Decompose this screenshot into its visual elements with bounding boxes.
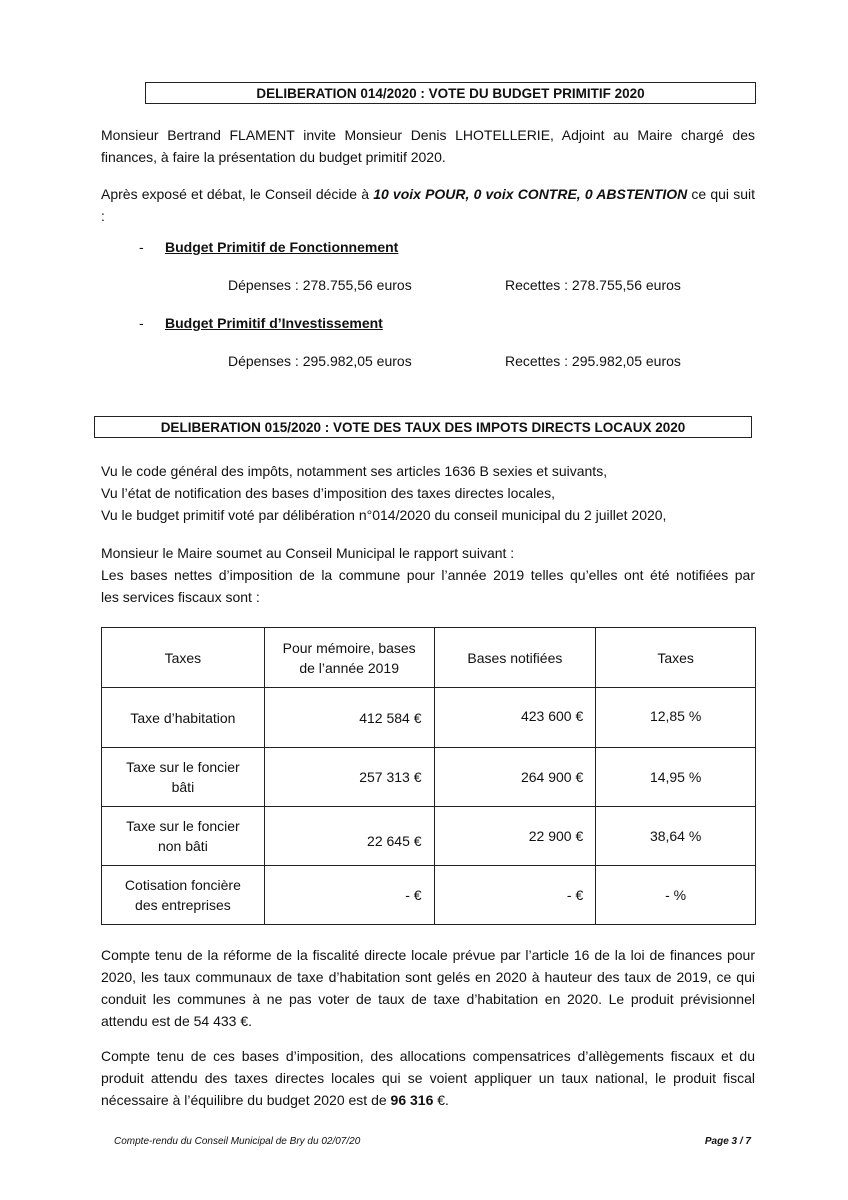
table-cell: 22 900 €: [434, 807, 596, 866]
rapport-paragraph: [101, 542, 755, 608]
table-cell: Taxe sur le foncier non bâti: [102, 807, 265, 866]
compte2-prefix: Compte tenu de ces bases d’imposition, des allocations compensatrices d’allègements fiscaux et du produit attendu des taxes directes locales qui se voient appliquer un taux national, le produit fiscal nécessaire à l’équilibre du budget 2020 est de: [101, 1048, 755, 1108]
page-number: Page 3 / 7: [704, 1136, 751, 1147]
compte2-suffix: €.: [433, 1092, 449, 1108]
table-cell: 257 313 €: [264, 748, 434, 807]
table-cell: Taxe d’habitation: [102, 688, 265, 748]
rapport-line-1: Monsieur le Maire soumet au Conseil Municipal le rapport suivant :: [101, 545, 515, 561]
footer-left: Compte-rendu du Conseil Municipal de Bry du 02/07/20: [114, 1136, 361, 1147]
compte-text-2: [101, 1045, 755, 1111]
intro-line-1: Monsieur Bertrand FLAMENT invite Monsieur Denis LHOTELLERIE, Adjoint au Maire chargé des: [101, 127, 755, 143]
table-cell: - %: [596, 866, 756, 925]
header-cell: Pour mémoire, bases de l’année 2019: [264, 628, 434, 688]
bullet-dash: -: [139, 315, 144, 331]
table-cell: 12,85 %: [596, 688, 756, 748]
investissement-heading: Budget Primitif d’Investissement: [165, 315, 383, 331]
table-cell: - €: [264, 866, 434, 925]
table-cell: 412 584 €: [264, 688, 434, 748]
vote-prefix: Après exposé et débat, le Conseil décide à: [101, 186, 374, 202]
vu-line-2: Vu l’état de notification des bases d’imposition des taxes directes locales,: [101, 485, 555, 501]
table-row: [102, 807, 756, 866]
fonctionnement-heading: Budget Primitif de Fonctionnement: [165, 239, 399, 255]
deliberation-014-title: DELIBERATION 014/2020 : VOTE DU BUDGET PRIMITIF 2020: [145, 82, 756, 104]
fonctionnement-recettes: Recettes : 278.755,56 euros: [505, 277, 681, 293]
intro-line-2: finances, à faire la présentation du budget primitif 2020.: [101, 149, 446, 165]
compte-text-1: Compte tenu de la réforme de la fiscalité directe locale prévue par l’article 16 de la loi de finances pour 2020, les taux communaux de taxe d’habitation sont gelés en 2020 à hauteur des taux de 2019, ce qui conduit les communes à ne pas voter de taux de taxe d’habitation en 2020. Le produit prévisionnel attendu est de 54 433 €.: [101, 947, 755, 1029]
table-row: [102, 748, 756, 807]
table-row: [102, 688, 756, 748]
compte-paragraph-2: [101, 1045, 755, 1111]
header-cell: Bases notifiées: [434, 628, 596, 688]
bullet-dash: -: [139, 239, 144, 255]
vu-line-3: Vu le budget primitif voté par délibération n°014/2020 du conseil municipal du 2 juillet 2020,: [101, 507, 667, 523]
vote-result: 10 voix POUR, 0 voix CONTRE, 0 ABSTENTION: [373, 186, 688, 202]
deliberation-015-title: DELIBERATION 015/2020 : VOTE DES TAUX DES IMPOTS DIRECTS LOCAUX 2020: [94, 416, 752, 438]
header-cell: Taxes: [102, 628, 265, 688]
rapport-line-2: Les bases nettes d’imposition de la commune pour l’année 2019 telles qu’elles ont été notifiées par: [101, 567, 755, 583]
table-header-row: [102, 628, 756, 688]
table-cell: 423 600 €: [434, 688, 596, 748]
produit-fiscal-value: 96 316: [390, 1092, 434, 1108]
table-cell: 14,95 %: [596, 748, 756, 807]
rapport-line-3: les services fiscaux sont :: [101, 589, 260, 605]
vote-paragraph: [101, 183, 755, 227]
tax-bases-table: [101, 627, 756, 925]
intro-paragraph: [101, 124, 755, 168]
table-cell: 22 645 €: [264, 807, 434, 866]
table-row: [102, 866, 756, 925]
table-cell: Taxe sur le foncier bâti: [102, 748, 265, 807]
table-cell: - €: [434, 866, 596, 925]
investissement-depenses: Dépenses : 295.982,05 euros: [228, 353, 412, 369]
table-cell: 38,64 %: [596, 807, 756, 866]
vote-suffix: ce qui suit :: [101, 186, 755, 224]
compte-paragraph-1: [101, 944, 755, 1032]
table-cell: 264 900 €: [434, 748, 596, 807]
vu-paragraph: [101, 460, 755, 526]
investissement-recettes: Recettes : 295.982,05 euros: [505, 353, 681, 369]
fonctionnement-depenses: Dépenses : 278.755,56 euros: [228, 277, 412, 293]
vu-line-1: Vu le code général des impôts, notamment ses articles 1636 B sexies et suivants,: [101, 463, 608, 479]
header-cell: Taxes: [596, 628, 756, 688]
table-cell: Cotisation foncière des entreprises: [102, 866, 265, 925]
